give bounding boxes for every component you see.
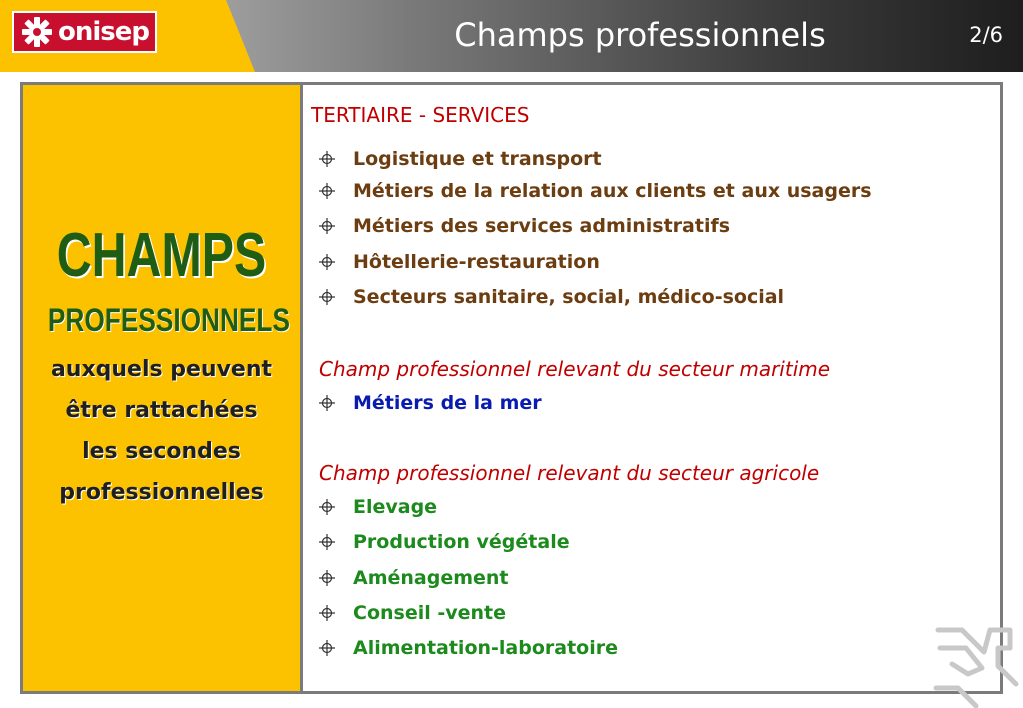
crosshair-bullet-icon: [319, 183, 335, 199]
crosshair-bullet-icon: [319, 218, 335, 234]
list-item-label: Métiers des services administratifs: [353, 215, 731, 237]
navigation-hand-icon[interactable]: [928, 618, 1023, 708]
panel-description-line: professionnelles: [59, 480, 264, 505]
list-item-label: Elevage: [353, 496, 438, 518]
logo-text: onisep: [58, 17, 150, 47]
onisep-asterisk-logo-icon: [20, 15, 54, 49]
list-item: [319, 147, 602, 171]
page-counter: 2/6: [969, 23, 1003, 47]
list-item: [319, 214, 730, 238]
list-item-label: Métiers de la mer: [353, 392, 542, 414]
panel-description-line: être rattachées: [65, 398, 258, 423]
list-item: [319, 250, 600, 274]
crosshair-bullet-icon: [319, 254, 335, 270]
panel-title: CHAMPS: [56, 221, 267, 290]
list-item: [319, 636, 618, 660]
list-item-label: Aménagement: [353, 567, 509, 589]
crosshair-bullet-icon: [319, 395, 335, 411]
list-item-label: Alimentation-laboratoire: [353, 637, 618, 659]
list-item: [319, 566, 509, 590]
list-item: [319, 285, 784, 309]
list-item-label: Hôtellerie-restauration: [353, 251, 600, 273]
crosshair-bullet-icon: [319, 640, 335, 656]
section-heading-tertiaire: TERTIAIRE - SERVICES: [311, 103, 530, 127]
crosshair-bullet-icon: [319, 289, 335, 305]
section-heading-agricole: Champ professionnel relevant du secteur agricole: [319, 461, 820, 485]
list-item-label: Secteurs sanitaire, social, médico-social: [353, 286, 785, 308]
crosshair-bullet-icon: [319, 534, 335, 550]
crosshair-bullet-icon: [319, 605, 335, 621]
list-item-label: Production végétale: [353, 531, 570, 553]
crosshair-bullet-icon: [319, 151, 335, 167]
onisep-logo: [12, 11, 157, 53]
list-item: [319, 391, 542, 415]
section-heading-maritime: Champ professionnel relevant du secteur maritime: [319, 357, 831, 381]
content-frame: [20, 82, 1003, 694]
list-item: [319, 530, 570, 554]
crosshair-bullet-icon: [319, 570, 335, 586]
slide-header: [0, 0, 1023, 72]
crosshair-bullet-icon: [319, 499, 335, 515]
list-item: [319, 601, 506, 625]
panel-description: [23, 349, 300, 513]
list-item-label: Métiers de la relation aux clients et aux usagers: [353, 180, 872, 202]
list-item: [319, 179, 872, 203]
left-title-panel: [23, 85, 303, 691]
panel-subtitle: PROFESSIONNELS: [47, 302, 290, 338]
fields-list-panel: [313, 85, 1000, 691]
page-title: Champs professionnels: [454, 16, 826, 54]
list-item: [319, 495, 437, 519]
panel-description-line: les secondes: [82, 439, 241, 464]
panel-description-line: auxquels peuvent: [50, 357, 273, 382]
list-item-label: Conseil -vente: [353, 602, 507, 624]
list-item-label: Logistique et transport: [353, 148, 602, 170]
